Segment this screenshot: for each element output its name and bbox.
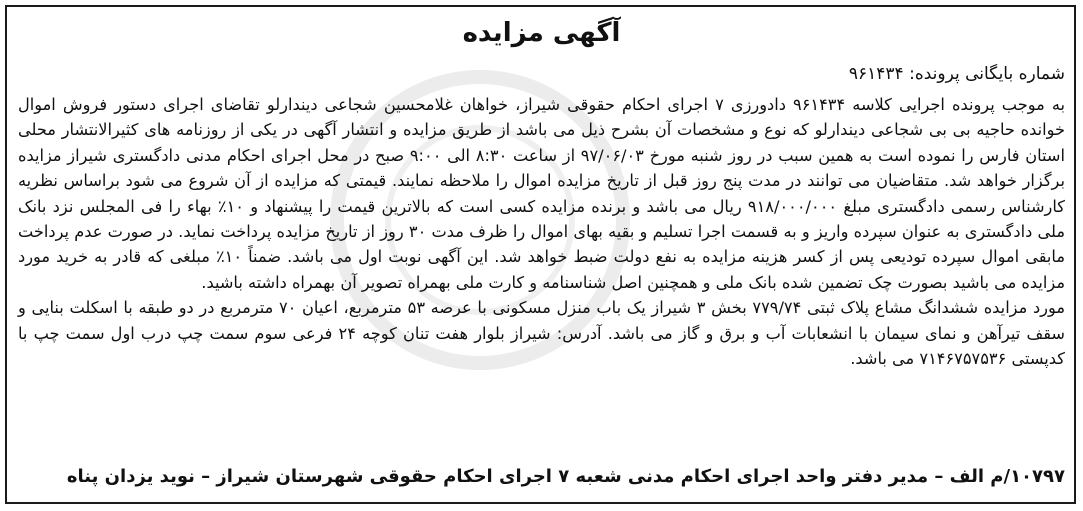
case-number: شماره بایگانی پرونده: ۹۶۱۴۳۴	[848, 64, 1065, 84]
notice-body	[18, 92, 1065, 371]
notice-title: آگهی مزایده	[462, 18, 621, 48]
notice-footer-signature: ۱۰۷۹۷/م الف – مدیر دفتر واحد اجرای احکام مدنی شعبه ۷ اجرای احکام حقوقی شهرستان شیراز – نوید یزدان پناه	[66, 466, 1065, 487]
body-paragraph-auction-terms: به موجب پرونده اجرایی کلاسه ۹۶۱۴۳۴ دادورزی ۷ اجرای احکام حقوقی شیراز، خواهان غلامحسین شجاعی دیندارلو تقاضای اجرای دستور فروش اموال خوانده حاجیه بی بی شجاعی دیندارلو که نوع و مشخصات آن بشرح ذیل می باشد از طریق مزایده و انتشار آگهی در یکی از روزنامه های کثیرالانتشار محلی استان فارس را نموده است به همین سبب در روز شنبه مورخ ۹۷/۰۶/۰۳ از ساعت ۸:۳۰ الی ۹:۰۰ صبح در محل اجرای احکام مدنی دادگستری شیراز مزایده برگزار خواهد شد. متقاضیان می توانند در مدت پنج روز قبل از تاریخ مزایده اموال را ملاحظه نمایند. قیمتی که مزایده از آن شروع می شود براساس نظریه کارشناس رسمی دادگستری مبلغ ۹۱۸/۰۰۰/۰۰۰ ریال می باشد و برنده مزایده کسی است که بالاترین قیمت را پیشنهاد و ۱۰٪ بهاء را فی المجلس نزد بانک ملی دادگستری به عنوان سپرده واریز و به قسمت اجرا تسلیم و بقیه بهای اموال را ظرف مدت ۳۰ روز از تاریخ مزایده پرداخت نماید. در صورت عدم پرداخت مابقی اموال سپرده تودیعی پس از کسر هزینه مزایده به نفع دولت ضبط خواهد شد. این آگهی نوبت اول می باشد. ضمناً ۱۰٪ مبلغی که قادر به خرید مورد مزایده می باشید بصورت چک تضمین شده بانک ملی و همچنین اصل شناسنامه و کارت ملی بهمراه تصویر آن بهمراه داشته باشید.	[18, 95, 1066, 292]
body-paragraph-property-details: مورد مزایده ششدانگ مشاع پلاک ثبتی ۷۷۹/۷۴ بخش ۳ شیراز یک باب منزل مسکونی با عرصه ۵۳ مترمربع، اعیان ۷۰ مترمربع در دو طبقه با اسکلت بنایی و سقف تیرآهن و نمای سیمان با انشعابات آب و برق و گاز می باشد. آدرس: شیراز بلوار هفت تنان کوچه ۲۴ فرعی سوم سمت چپ درب اول سمت چپ با کدپستی ۷۱۴۶۷۵۷۵۳۶ می باشد.	[18, 298, 1066, 369]
